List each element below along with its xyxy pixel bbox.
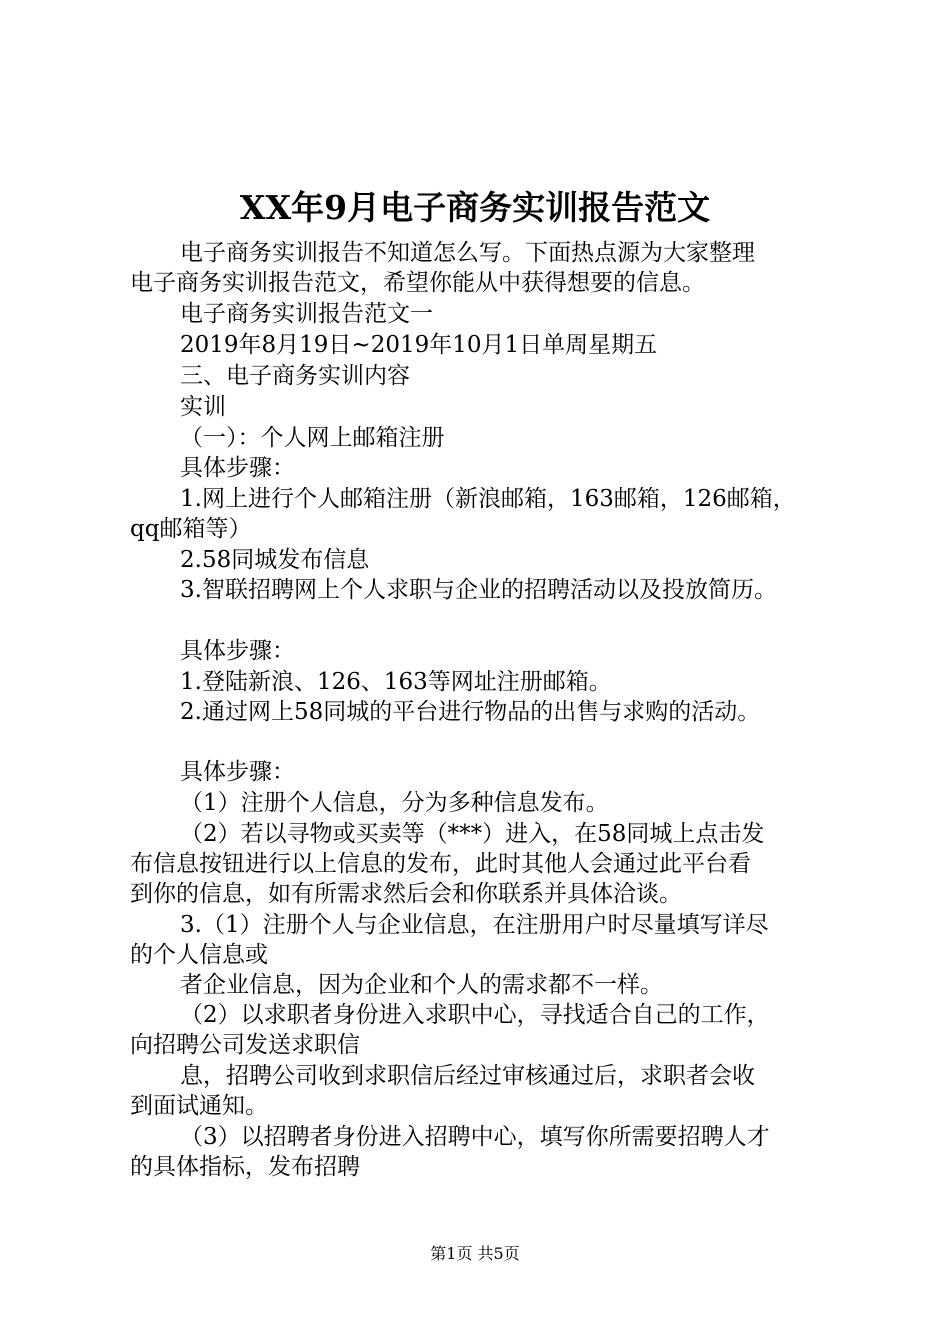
section-heading: 电子商务实训报告范文一 bbox=[180, 301, 433, 327]
paragraph-line: 者企业信息，因为企业和个人的需求都不一样。 bbox=[180, 972, 663, 998]
paragraph-line: （一）：个人网上邮箱注册 bbox=[180, 425, 445, 451]
paragraph-line: 1.登陆新浪、126、163等网址注册邮箱。 bbox=[180, 669, 612, 695]
paragraph-line: 息，招聘公司收到求职信后经过审核通过后，求职者会收 bbox=[180, 1063, 755, 1089]
paragraph-line: 3.（1）注册个人与企业信息，在注册用户时尽量填写详尽 bbox=[180, 912, 769, 938]
paragraph-line: （1）注册个人信息，分为多种信息发布。 bbox=[180, 790, 609, 816]
paragraph-line: 向招聘公司发送求职信 bbox=[130, 1032, 360, 1058]
paragraph-line: 3.智联招聘网上个人求职与企业的招聘活动以及投放简历。 bbox=[180, 577, 777, 603]
paragraph-line: 1.网上进行个人邮箱注册（新浪邮箱，163邮箱，126邮箱， bbox=[180, 486, 796, 512]
paragraph-line: （3）以招聘者身份进入招聘中心，填写你所需要招聘人才 bbox=[180, 1124, 770, 1150]
paragraph-line: 2.58同城发布信息 bbox=[180, 547, 370, 573]
paragraph-line: 2.通过网上58同城的平台进行物品的出售与求购的活动。 bbox=[180, 699, 761, 725]
paragraph-line: 到面试通知。 bbox=[130, 1093, 268, 1119]
paragraph-line: 的具体指标，发布招聘 bbox=[130, 1154, 360, 1180]
paragraph-line: 电子商务实训报告不知道怎么写。下面热点源为大家整理 bbox=[180, 240, 755, 266]
paragraph-line: qq邮箱等） bbox=[130, 516, 252, 542]
paragraph-line: 的个人信息或 bbox=[130, 942, 268, 968]
paragraph-line: （2）以求职者身份进入求职中心，寻找适合自己的工作， bbox=[180, 1002, 770, 1028]
paragraph-line: 具体步骤： bbox=[180, 638, 295, 664]
document-title: XX年9月电子商务实训报告范文 bbox=[239, 188, 711, 227]
paragraph-line: 布信息按钮进行以上信息的发布，此时其他人会通过此平台看 bbox=[130, 851, 751, 877]
paragraph-line: 具体步骤： bbox=[180, 759, 295, 785]
page-footer: 第1页 共5页 bbox=[430, 1244, 520, 1263]
section-heading: 三、电子商务实训内容 bbox=[180, 363, 410, 389]
paragraph-line: 2019年8月19日~2019年10月1日单周星期五 bbox=[180, 332, 658, 358]
paragraph-line: 到你的信息，如有所需求然后会和你联系并具体洽谈。 bbox=[130, 881, 682, 907]
paragraph-line: （2）若以寻物或买卖等（***）进入，在58同城上点击发 bbox=[180, 821, 765, 847]
paragraph-line: 具体步骤： bbox=[180, 455, 295, 481]
paragraph-line: 电子商务实训报告范文，希望你能从中获得想要的信息。 bbox=[130, 270, 705, 296]
paragraph-line: 实训 bbox=[180, 394, 226, 420]
